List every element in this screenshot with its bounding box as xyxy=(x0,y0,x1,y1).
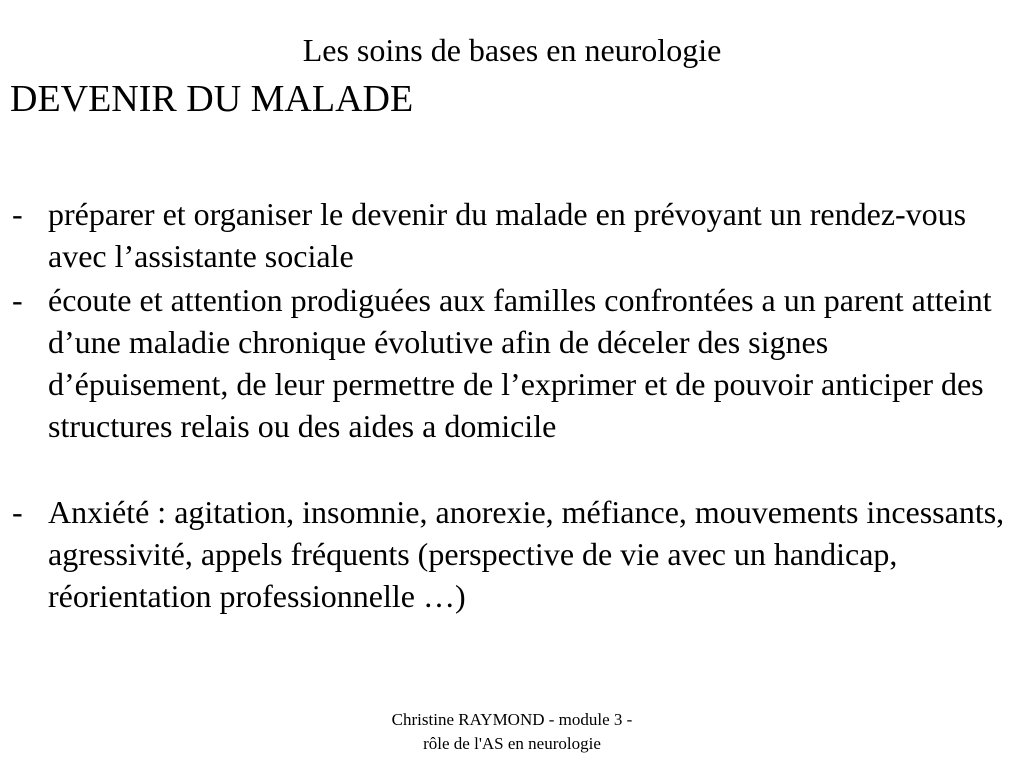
bullet-dash: - xyxy=(12,282,23,318)
bullet-text: écoute et attention prodiguées aux familles confrontées a un parent atteint d’une maladie chronique évolutive afin de déceler des signes d’épuisement, de leur permettre de l’exprimer et de pouvoir anticiper des structures relais ou des aides a domicile xyxy=(48,282,992,444)
slide-footer xyxy=(364,708,660,756)
bullet-dash: - xyxy=(12,196,23,232)
section-heading: DEVENIR DU MALADE xyxy=(10,78,414,120)
bullet-dash: - xyxy=(12,494,23,530)
bullet-item-social-worker xyxy=(8,193,1016,277)
bullet-text: Anxiété : agitation, insomnie, anorexie, méfiance, mouvements incessants, agressivité, appels fréquents (perspective de vie avec un handicap, réorientation professionnelle …) xyxy=(48,494,1005,614)
bullet-text: préparer et organiser le devenir du malade en prévoyant un rendez-vous avec l’assistante sociale xyxy=(48,196,967,274)
bullet-item-anxiety xyxy=(8,491,1016,617)
footer-line-module: rôle de l'AS en neurologie xyxy=(423,734,601,753)
slide-title: Les soins de bases en neurologie xyxy=(302,32,722,68)
bullet-item-family-support xyxy=(8,279,1016,447)
bullet-list xyxy=(8,193,1016,617)
footer-line-author: Christine RAYMOND - module 3 - xyxy=(391,710,633,729)
